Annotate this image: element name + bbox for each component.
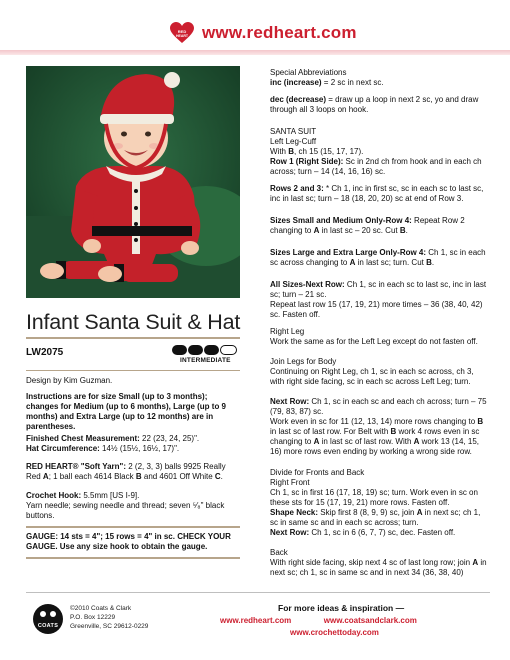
work-b2: B: [390, 427, 397, 436]
inc-abbrev: [270, 78, 490, 88]
sm-text: Repeat Row 2 changing to: [270, 216, 465, 235]
skill-level-segment: [188, 345, 203, 355]
sm-label: Sizes Small and Medium Only-Row 4:: [270, 216, 412, 225]
notions: Yarn needle; sewing needle and thread; seven ⁵⁄₈" black buttons.: [26, 501, 225, 520]
small-medium-row4: [270, 216, 490, 236]
next2-label: Next Row:: [270, 528, 310, 537]
footer-links-row: [220, 616, 417, 625]
hook-spec: [26, 491, 242, 501]
lxl-a: A: [349, 258, 356, 267]
city: Greenville, SC 29612-0229: [70, 623, 149, 630]
chest-measurement-label: Finished Chest Measurement:: [26, 434, 140, 443]
back-heading: Back: [270, 548, 288, 557]
hat-circumference-value: 14½ (15½, 16½, 17)".: [99, 444, 180, 453]
dec-text: = draw up a loop in next 2 sc, yo and draw through all 3 loops on hook.: [270, 95, 479, 114]
skill-level-segment: [172, 345, 187, 355]
join-legs-text: Continuing on Right Leg, ch 1, sc in each sc across, ch 3, with right side facing, sc in each sc across Left Leg; turn.: [270, 367, 474, 386]
work-text5: work 13 (14, 15, 16) more rows even ending by working a wrong side row.: [270, 437, 479, 456]
back-text-2: in next sc; ch 1, sc in same sc and in next 34 (36, 38, 40): [270, 558, 487, 577]
special-abbrev-heading: Special Abbreviations: [270, 68, 347, 77]
footer-rule: [26, 592, 490, 593]
hat-circumference: [26, 444, 242, 454]
header-rule: [0, 50, 510, 55]
all-label: All Sizes-Next Row:: [270, 280, 345, 289]
shape-a: A: [416, 508, 423, 517]
hat-circumference-label: Hat Circumference:: [26, 444, 100, 453]
work-text4: in last sc of last row. With: [319, 437, 414, 446]
right-front-heading: Right Front: [270, 478, 310, 487]
with-b-end: , ch 15 (15, 17, 17).: [294, 147, 364, 156]
next2-text: Ch 1, sc in 6 (6, 7, 7) sc, dec. Fasten off.: [309, 528, 456, 537]
yarn-end: .: [220, 472, 223, 481]
all-sizes-next-row: [270, 280, 490, 300]
inc-label: inc (increase): [270, 78, 322, 87]
work-even-text: Work even in sc for 11 (12, 13, 14) more rows changing to: [270, 417, 478, 426]
rows23: [270, 184, 490, 204]
copyright: ©2010 Coats & Clark: [70, 605, 132, 612]
next-row-2: [270, 528, 490, 538]
yarn-spec: [26, 462, 242, 482]
page-header: [0, 0, 510, 50]
inc-text: = 2 sc in next sc.: [321, 78, 384, 87]
chest-measurement: [26, 434, 242, 444]
gauge-rule-top: [26, 526, 240, 528]
yarn-mid2: and 4601 Off White: [141, 472, 215, 481]
sm-a: A: [313, 226, 320, 235]
next-label: Next Row:: [270, 397, 310, 406]
hook-value: 5.5mm [US I-9].: [81, 491, 140, 500]
large-xl-row4: [270, 248, 490, 268]
coats-logo-dot-right: [50, 611, 56, 617]
right-front-text: Ch 1, sc in first 16 (17, 18, 19) sc; turn. Work even in sc on these sts for 15 (17, 19, 21) more rows. Fasten off.: [270, 488, 478, 507]
chest-measurement-value: 22 (23, 24, 25)".: [139, 434, 200, 443]
svg-text:RED: RED: [177, 29, 187, 34]
lxl-text: Ch 1, sc in each sc across changing to: [270, 248, 486, 267]
yarn-label: RED HEART® "Soft Yarn":: [26, 462, 127, 471]
yarn-b: B: [135, 472, 142, 481]
work-even: [270, 417, 490, 457]
title-divider-bottom: [26, 370, 240, 371]
coats-logo: [33, 604, 63, 634]
title-divider: [26, 337, 240, 339]
row1: [270, 157, 490, 177]
pattern-title: Infant Santa Suit & Hat: [26, 310, 241, 334]
divide-heading: Divide for Fronts and Back: [270, 468, 365, 477]
yarn-a: A: [42, 472, 49, 481]
lxl-text2: in last sc; turn. Cut: [355, 258, 427, 267]
santa-suit-heading: SANTA SUIT: [270, 127, 317, 136]
next-text: Ch 1, sc in each sc and each ch across; turn – 75 (79, 83, 87) sc.: [270, 397, 487, 416]
skill-level-segment: [220, 345, 237, 355]
work-text3: work 4 rows even in sc changing to: [270, 427, 480, 446]
dec-abbrev: [270, 95, 490, 115]
skill-level-segment: [204, 345, 219, 355]
with-b-b: B: [288, 147, 295, 156]
next-row: [270, 397, 490, 417]
all-text: Ch 1, sc in each sc to last sc, inc in last sc; turn – 21 sc.: [270, 280, 487, 299]
sm-b: B: [399, 226, 406, 235]
link-coatsandclark[interactable]: www.coatsandclark.com: [323, 616, 417, 625]
yarn-mid: ; 1 ball each 4614 Black: [48, 472, 136, 481]
with-b-line: [270, 147, 490, 157]
coats-logo-text: COATS: [37, 623, 59, 629]
shape-neck: [270, 508, 490, 528]
rows23-text: * Ch 1, inc in first sc, sc in each sc to last sc, inc in last sc; turn – 18 (18, 20, 20) sc at end of Row 3.: [270, 184, 484, 203]
sizes-note: Instructions are for size Small (up to 3 months); changes for Medium (up to 6 months), Large (up to 9 months) and Extra Large (up to 12 months) are in parentheses.: [26, 392, 227, 431]
shape-text: Skip first 8 (8, 9, 9) sc, join: [318, 508, 417, 517]
right-leg-heading: Right Leg: [270, 327, 305, 336]
gauge-text: GAUGE: 14 sts = 4"; 15 rows = 4" in sc. CHECK YOUR GAUGE. Use any size hook to obtain the gauge.: [26, 532, 231, 551]
sm-text2: in last sc – 20 sc. Cut: [319, 226, 400, 235]
right-leg-text: Work the same as for the Left Leg except do not fasten off.: [270, 337, 478, 346]
ideas-heading: For more ideas & inspiration —: [278, 603, 405, 613]
footer-address: [70, 604, 148, 631]
link-redheart[interactable]: www.redheart.com: [220, 616, 292, 625]
pattern-code: LW2075: [26, 347, 64, 358]
work-text2: in last sc of last row. For Belt with: [270, 427, 391, 436]
hook-label: Crochet Hook:: [26, 491, 82, 500]
lxl-label: Sizes Large and Extra Large Only-Row 4:: [270, 248, 427, 257]
svg-text:HEART: HEART: [175, 34, 189, 38]
po-box: P.O. Box 12229: [70, 614, 116, 621]
with-b-text: With: [270, 147, 289, 156]
shape-label: Shape Neck:: [270, 508, 319, 517]
join-legs-heading: Join Legs for Body: [270, 357, 337, 366]
sm-end: .: [405, 226, 408, 235]
yarn-value: 2 (2, 3, 3) balls 9925 Really Red: [26, 462, 226, 481]
dec-label: dec (decrease): [270, 95, 327, 104]
back-text-1: With right side facing, skip next 4 sc of last long row; join: [270, 558, 473, 567]
lxl-b: B: [426, 258, 432, 267]
gauge-rule-bottom: [26, 557, 240, 559]
coats-logo-dot-left: [40, 611, 46, 617]
back-text: [270, 558, 490, 578]
lxl-end: .: [431, 258, 435, 267]
red-heart-logo: [170, 22, 194, 44]
left-leg-cuff-heading: Left Leg-Cuff: [270, 137, 317, 146]
row1-text: Sc in 2nd ch from hook and in each ch across; turn – 14 (14, 16, 16) sc.: [270, 157, 482, 176]
work-b: B: [477, 417, 484, 426]
skill-level-indicator: [172, 345, 238, 367]
shape-text2: in next sc; ch 1, sc in same sc and in each sc across; turn.: [270, 508, 481, 527]
back-a: A: [472, 558, 479, 567]
header-url-link[interactable]: www.redheart.com: [202, 23, 357, 42]
rows23-label: Rows 2 and 3:: [270, 184, 324, 193]
work-a2: A: [413, 437, 420, 446]
link-crochettoday[interactable]: www.crochettoday.com: [290, 628, 379, 637]
skill-level-label: INTERMEDIATE: [180, 357, 231, 364]
all-sizes-repeat: Repeat last row 15 (17, 19, 21) more times – 36 (38, 40, 42) sc. Fasten off.: [270, 300, 483, 319]
designer-credit: Design by Kim Guzman.: [26, 376, 113, 385]
row1-label: Row 1 (Right Side):: [270, 157, 344, 166]
work-a: A: [313, 437, 320, 446]
baby-santa-photo: [26, 66, 240, 298]
yarn-c: C: [214, 472, 221, 481]
